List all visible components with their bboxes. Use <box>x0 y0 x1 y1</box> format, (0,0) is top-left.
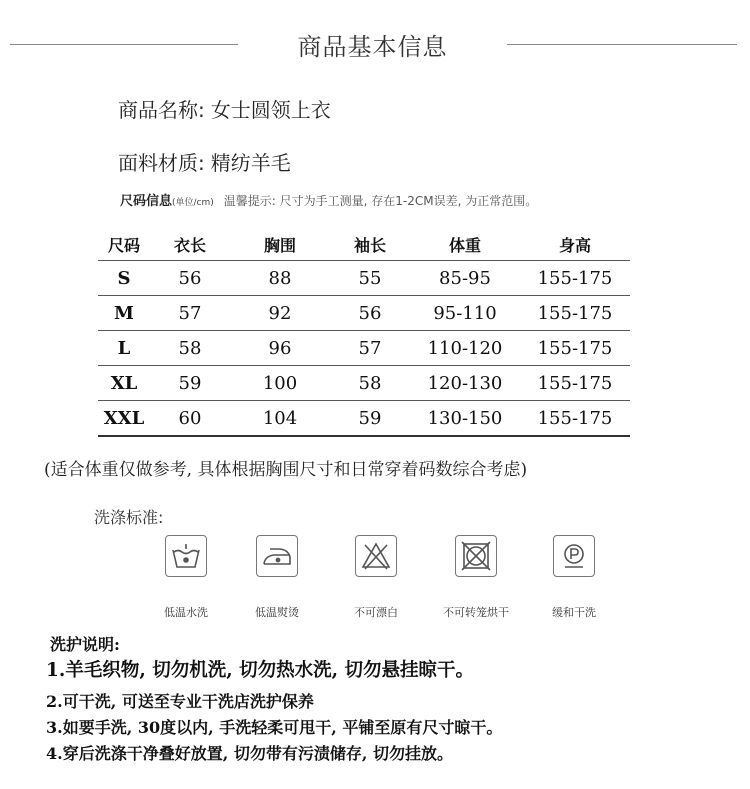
icon-caption: 缓和干洗 <box>552 606 596 619</box>
table-cell: 110-120 <box>410 331 520 366</box>
icon-caption: 低温水洗 <box>164 606 208 619</box>
size-advice-note: (适合体重仅做参考, 具体根据胸围尺寸和日常穿着码数综合考虑) <box>44 460 528 480</box>
low-temp-wash-icon <box>165 535 207 577</box>
table-cell: L <box>98 331 150 366</box>
table-row <box>98 366 630 401</box>
care-instructions-title: 洗护说明: <box>50 635 120 654</box>
size-table-header: 尺码 <box>98 228 150 261</box>
care-instruction-item: 3.如要手洗, 30度以内, 手洗轻柔可甩干, 平铺至原有尺寸晾干。 <box>46 718 503 737</box>
size-info-unit: (单位/cm) <box>172 198 214 208</box>
table-cell: XL <box>98 366 150 401</box>
icon-caption: 不可转笼烘干 <box>443 606 509 619</box>
table-cell: 155-175 <box>520 401 630 437</box>
table-cell: 155-175 <box>520 296 630 331</box>
size-table-header: 袖长 <box>330 228 410 261</box>
care-instruction-item: 2.可干洗, 可送至专业干洗店洗护保养 <box>46 692 314 711</box>
care-instruction-item: 4.穿后洗涤干净叠好放置, 切勿带有污渍储存, 切勿挂放。 <box>46 744 453 763</box>
product-fabric-value: 精纺羊毛 <box>210 151 291 175</box>
page-title: 商品基本信息 <box>297 33 448 61</box>
size-table-header: 体重 <box>410 228 520 261</box>
table-cell: 155-175 <box>520 366 630 401</box>
table-cell: 130-150 <box>410 401 520 437</box>
table-cell: 56 <box>330 296 410 331</box>
table-row <box>98 296 630 331</box>
table-cell: 55 <box>330 261 410 296</box>
table-cell: 155-175 <box>520 331 630 366</box>
product-name-value: 女士圆领上衣 <box>210 98 331 122</box>
table-cell: 58 <box>330 366 410 401</box>
size-table-header: 衣长 <box>150 228 230 261</box>
washing-standard-label: 洗涤标准: <box>94 508 164 527</box>
no-tumble-dry-icon <box>455 535 497 577</box>
icon-caption: 不可漂白 <box>354 606 398 619</box>
low-temp-iron-icon <box>256 535 298 577</box>
gentle-dry-clean-icon <box>553 535 595 577</box>
table-cell: XXL <box>98 401 150 437</box>
table-cell: 85-95 <box>410 261 520 296</box>
table-cell: 120-130 <box>410 366 520 401</box>
header-divider-right <box>507 44 737 45</box>
table-cell: 92 <box>230 296 330 331</box>
size-info-tip: 温馨提示: 尺寸为手工测量, 存在1-2CM误差, 为正常范围。 <box>223 194 538 208</box>
product-fabric-label: 面料材质: <box>118 151 205 175</box>
size-table-header: 身高 <box>520 228 630 261</box>
table-cell: 57 <box>330 331 410 366</box>
table-row <box>98 401 630 437</box>
table-row <box>98 331 630 366</box>
table-cell: 57 <box>150 296 230 331</box>
table-cell: 60 <box>150 401 230 437</box>
table-cell: 56 <box>150 261 230 296</box>
product-name-row <box>118 94 331 123</box>
table-cell: 59 <box>150 366 230 401</box>
size-table-header-row <box>98 228 630 261</box>
table-cell: 155-175 <box>520 261 630 296</box>
table-row <box>98 261 630 296</box>
size-table-header: 胸围 <box>230 228 330 261</box>
no-bleach-icon <box>355 535 397 577</box>
table-cell: M <box>98 296 150 331</box>
table-cell: 100 <box>230 366 330 401</box>
table-cell: 104 <box>230 401 330 437</box>
header-divider-left <box>10 44 238 45</box>
size-info-note <box>120 190 537 209</box>
table-cell: S <box>98 261 150 296</box>
table-cell: 59 <box>330 401 410 437</box>
table-cell: 95-110 <box>410 296 520 331</box>
size-info-title: 尺码信息 <box>120 194 173 209</box>
size-table <box>98 228 630 437</box>
care-instruction-item: 1.羊毛织物, 切勿机洗, 切勿热水洗, 切勿悬挂晾干。 <box>46 660 474 681</box>
table-cell: 58 <box>150 331 230 366</box>
table-cell: 96 <box>230 331 330 366</box>
table-cell: 88 <box>230 261 330 296</box>
product-name-label: 商品名称: <box>118 98 205 122</box>
product-fabric-row <box>118 147 291 176</box>
icon-caption: 低温熨烫 <box>255 606 299 619</box>
